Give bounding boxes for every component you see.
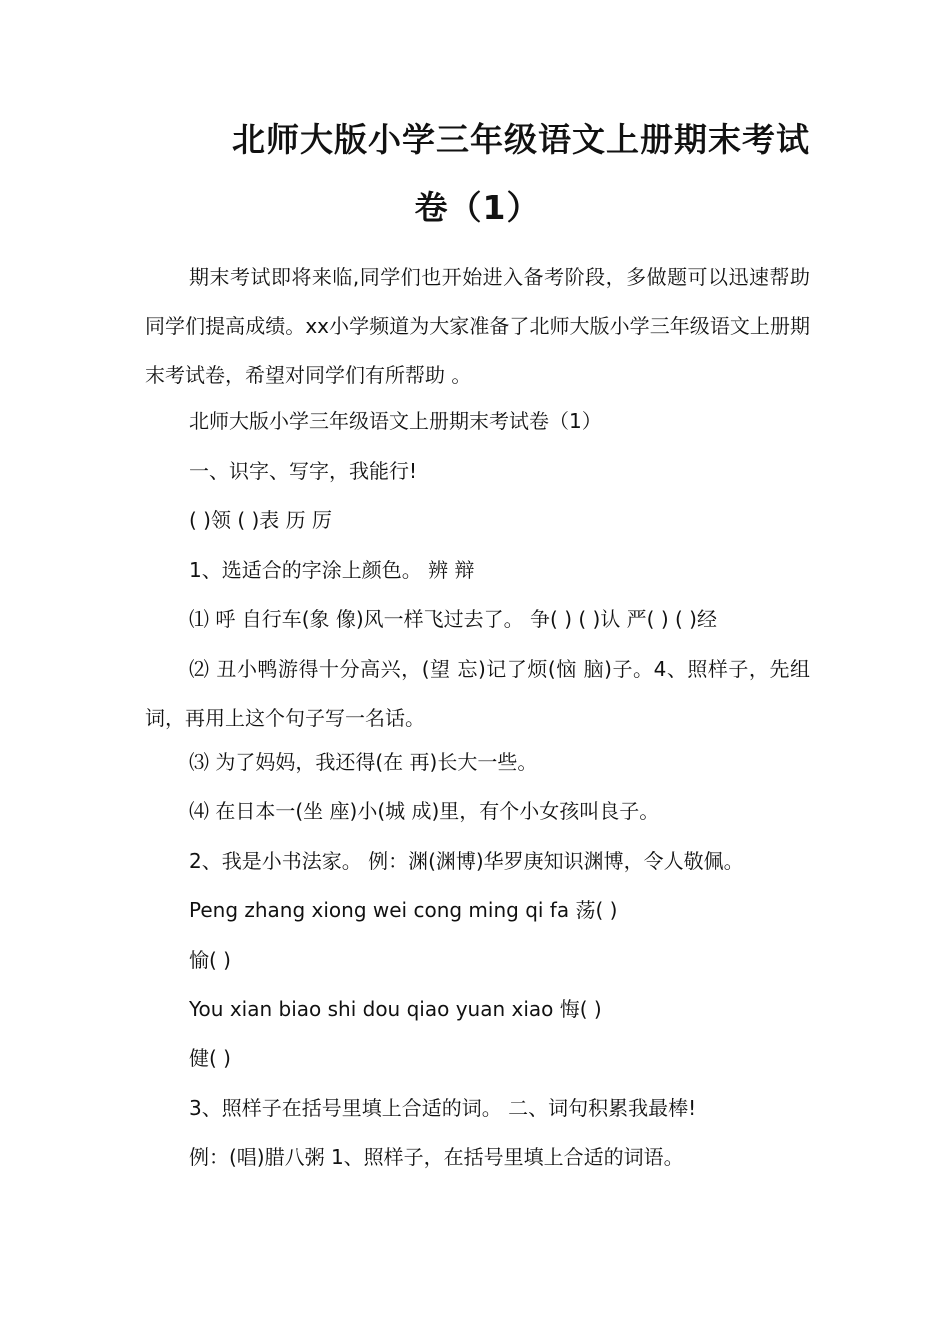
text-line: ⑶ 为了妈妈，我还得(在 再)长大一些。 <box>189 750 538 774</box>
text-line: ⑷ 在日本一(坐 座)小(城 成)里，有个小女孩叫良子。 <box>189 799 660 823</box>
text-line: 1、选适合的字涂上颜色。 辨 辩 <box>189 558 475 582</box>
text-line: 健( ) <box>189 1046 231 1070</box>
text-line: Peng zhang xiong wei cong ming qi fa 荡( ) <box>189 898 618 922</box>
text-line: 例：(唱)腊八粥 1、照样子，在括号里填上合适的词语。 <box>189 1145 684 1169</box>
text-line: You xian biao shi dou qiao yuan xiao 悔( ) <box>189 997 602 1021</box>
text-line: 3、照样子在括号里填上合适的词。 二、词句积累我最棒! <box>189 1096 697 1120</box>
intro-paragraph: 期末考试即将来临,同学们也开始进入备考阶段，多做题可以迅速帮助同学们提高成绩。xx小学频道为大家准备了北师大版小学三年级语文上册期末考试卷，希望对同学们有所帮助 。 <box>145 265 810 387</box>
text-line: 愉( ) <box>189 948 231 972</box>
text-line: 一、识字、写字，我能行! <box>189 459 418 483</box>
text-line: ⑴ 呼 自行车(象 像)风一样飞过去了。 争( ) ( )认 严( ) ( )经 <box>189 607 717 631</box>
text-line: 北师大版小学三年级语文上册期末考试卷（1） <box>189 409 602 433</box>
document-title-line-1: 北师大版小学三年级语文上册期末考试 <box>232 120 810 159</box>
question-paragraph: ⑵ 丑小鸭游得十分高兴，(望 忘)记了烦(恼 脑)子。4、照样子，先组词，再用上这个句子写一名话。 <box>145 657 810 730</box>
text-line: 2、我是小书法家。 例：渊(渊博)华罗庚知识渊博，令人敬佩。 <box>189 849 744 873</box>
text-line: ( )领 ( )表 历 厉 <box>189 508 332 532</box>
document-title-line-2: 卷（1） <box>414 188 541 227</box>
